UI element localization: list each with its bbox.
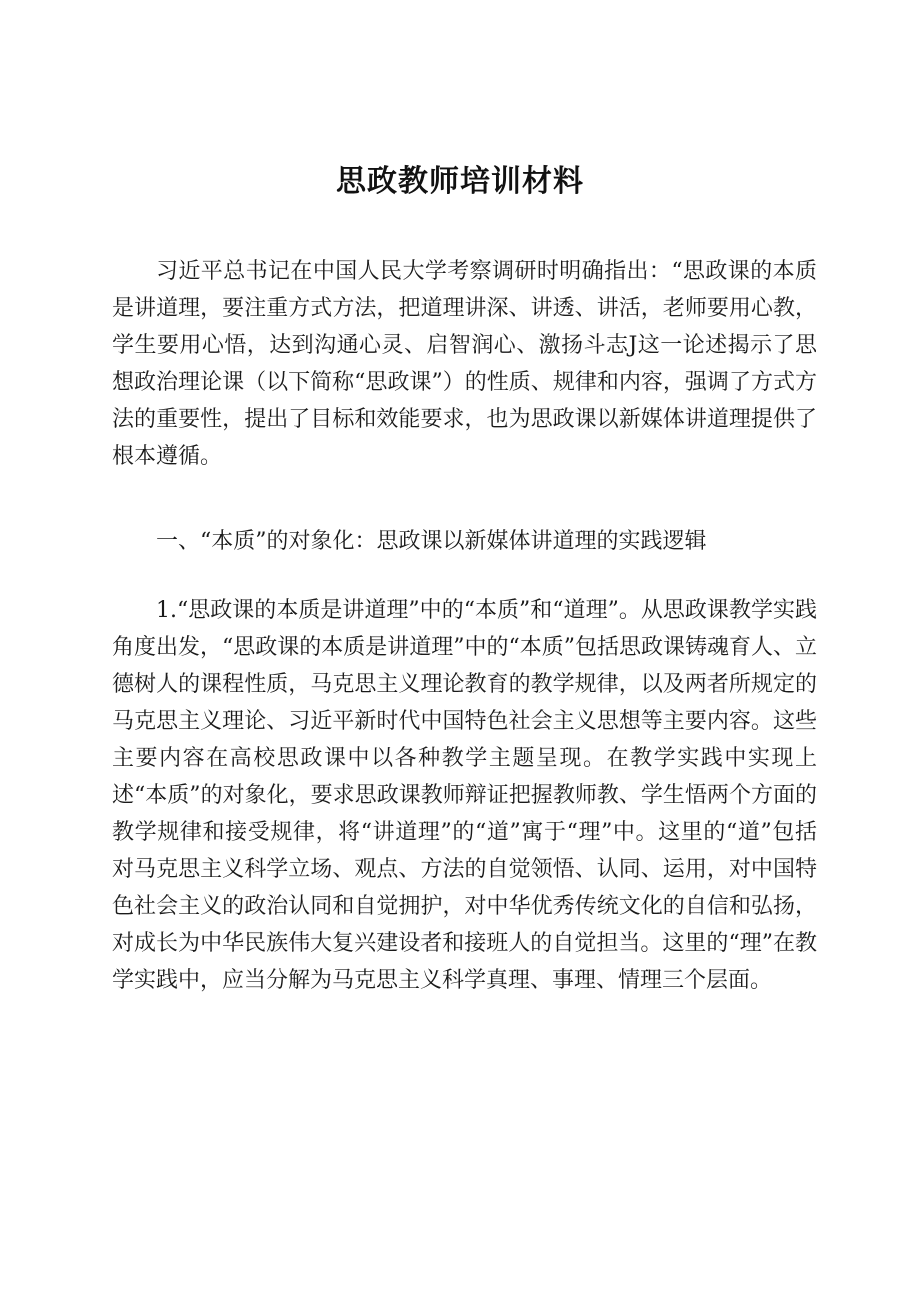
document-title: 思政教师培训材料 — [336, 164, 584, 199]
paragraph-section-1: 1.“思政课的本质是讲道理”中的“本质”和“道理”。从思政课教学实践角度出发，“思政课的本质是讲道理”中的“本质”包括思政课铸魂育人、立德树人的课程性质，马克思主义理论教育的教学规律，以及两者所规定的马克思主义理论、习近平新时代中国特色社会主义思想等主要内容。这些主要内容在高校思政课中以各种教学主题呈现。在教学实践中实现上述“本质”的对象化，要求思政课教师辩证把握教师教、学生悟两个方面的教学规律和接受规律，将“讲道理”的“道”寓于“理”中。这里的“道”包括对马克思主义科学立场、观点、方法的自觉领悟、认同、运用，对中国特色社会主义的政治认同和自觉拥护，对中华优秀传统文化的自信和弘扬，对成长为中华民族伟大复兴建设者和接班人的自觉担当。这里的“理”在教学实践中，应当分解为马克思主义科学真理、事理、情理三个层面。 — [112, 598, 817, 993]
section-heading: 一、“本质”的对象化：思政课以新媒体讲道理的实践逻辑 — [156, 529, 707, 554]
paragraph-intro: 习近平总书记在中国人民大学考察调研时明确指出：“思政课的本质是讲道理，要注重方式方法，把道理讲深、讲透、讲活，老师要用心教，学生要用心悟，达到沟通心灵、启智润心、激扬斗志J这一论述揭示了思想政治理论课（以下简称“思政课”）的性质、规律和内容，强调了方式方法的重要性，提出了目标和效能要求，也为思政课以新媒体讲道理提供了根本遵循。 — [112, 259, 817, 469]
